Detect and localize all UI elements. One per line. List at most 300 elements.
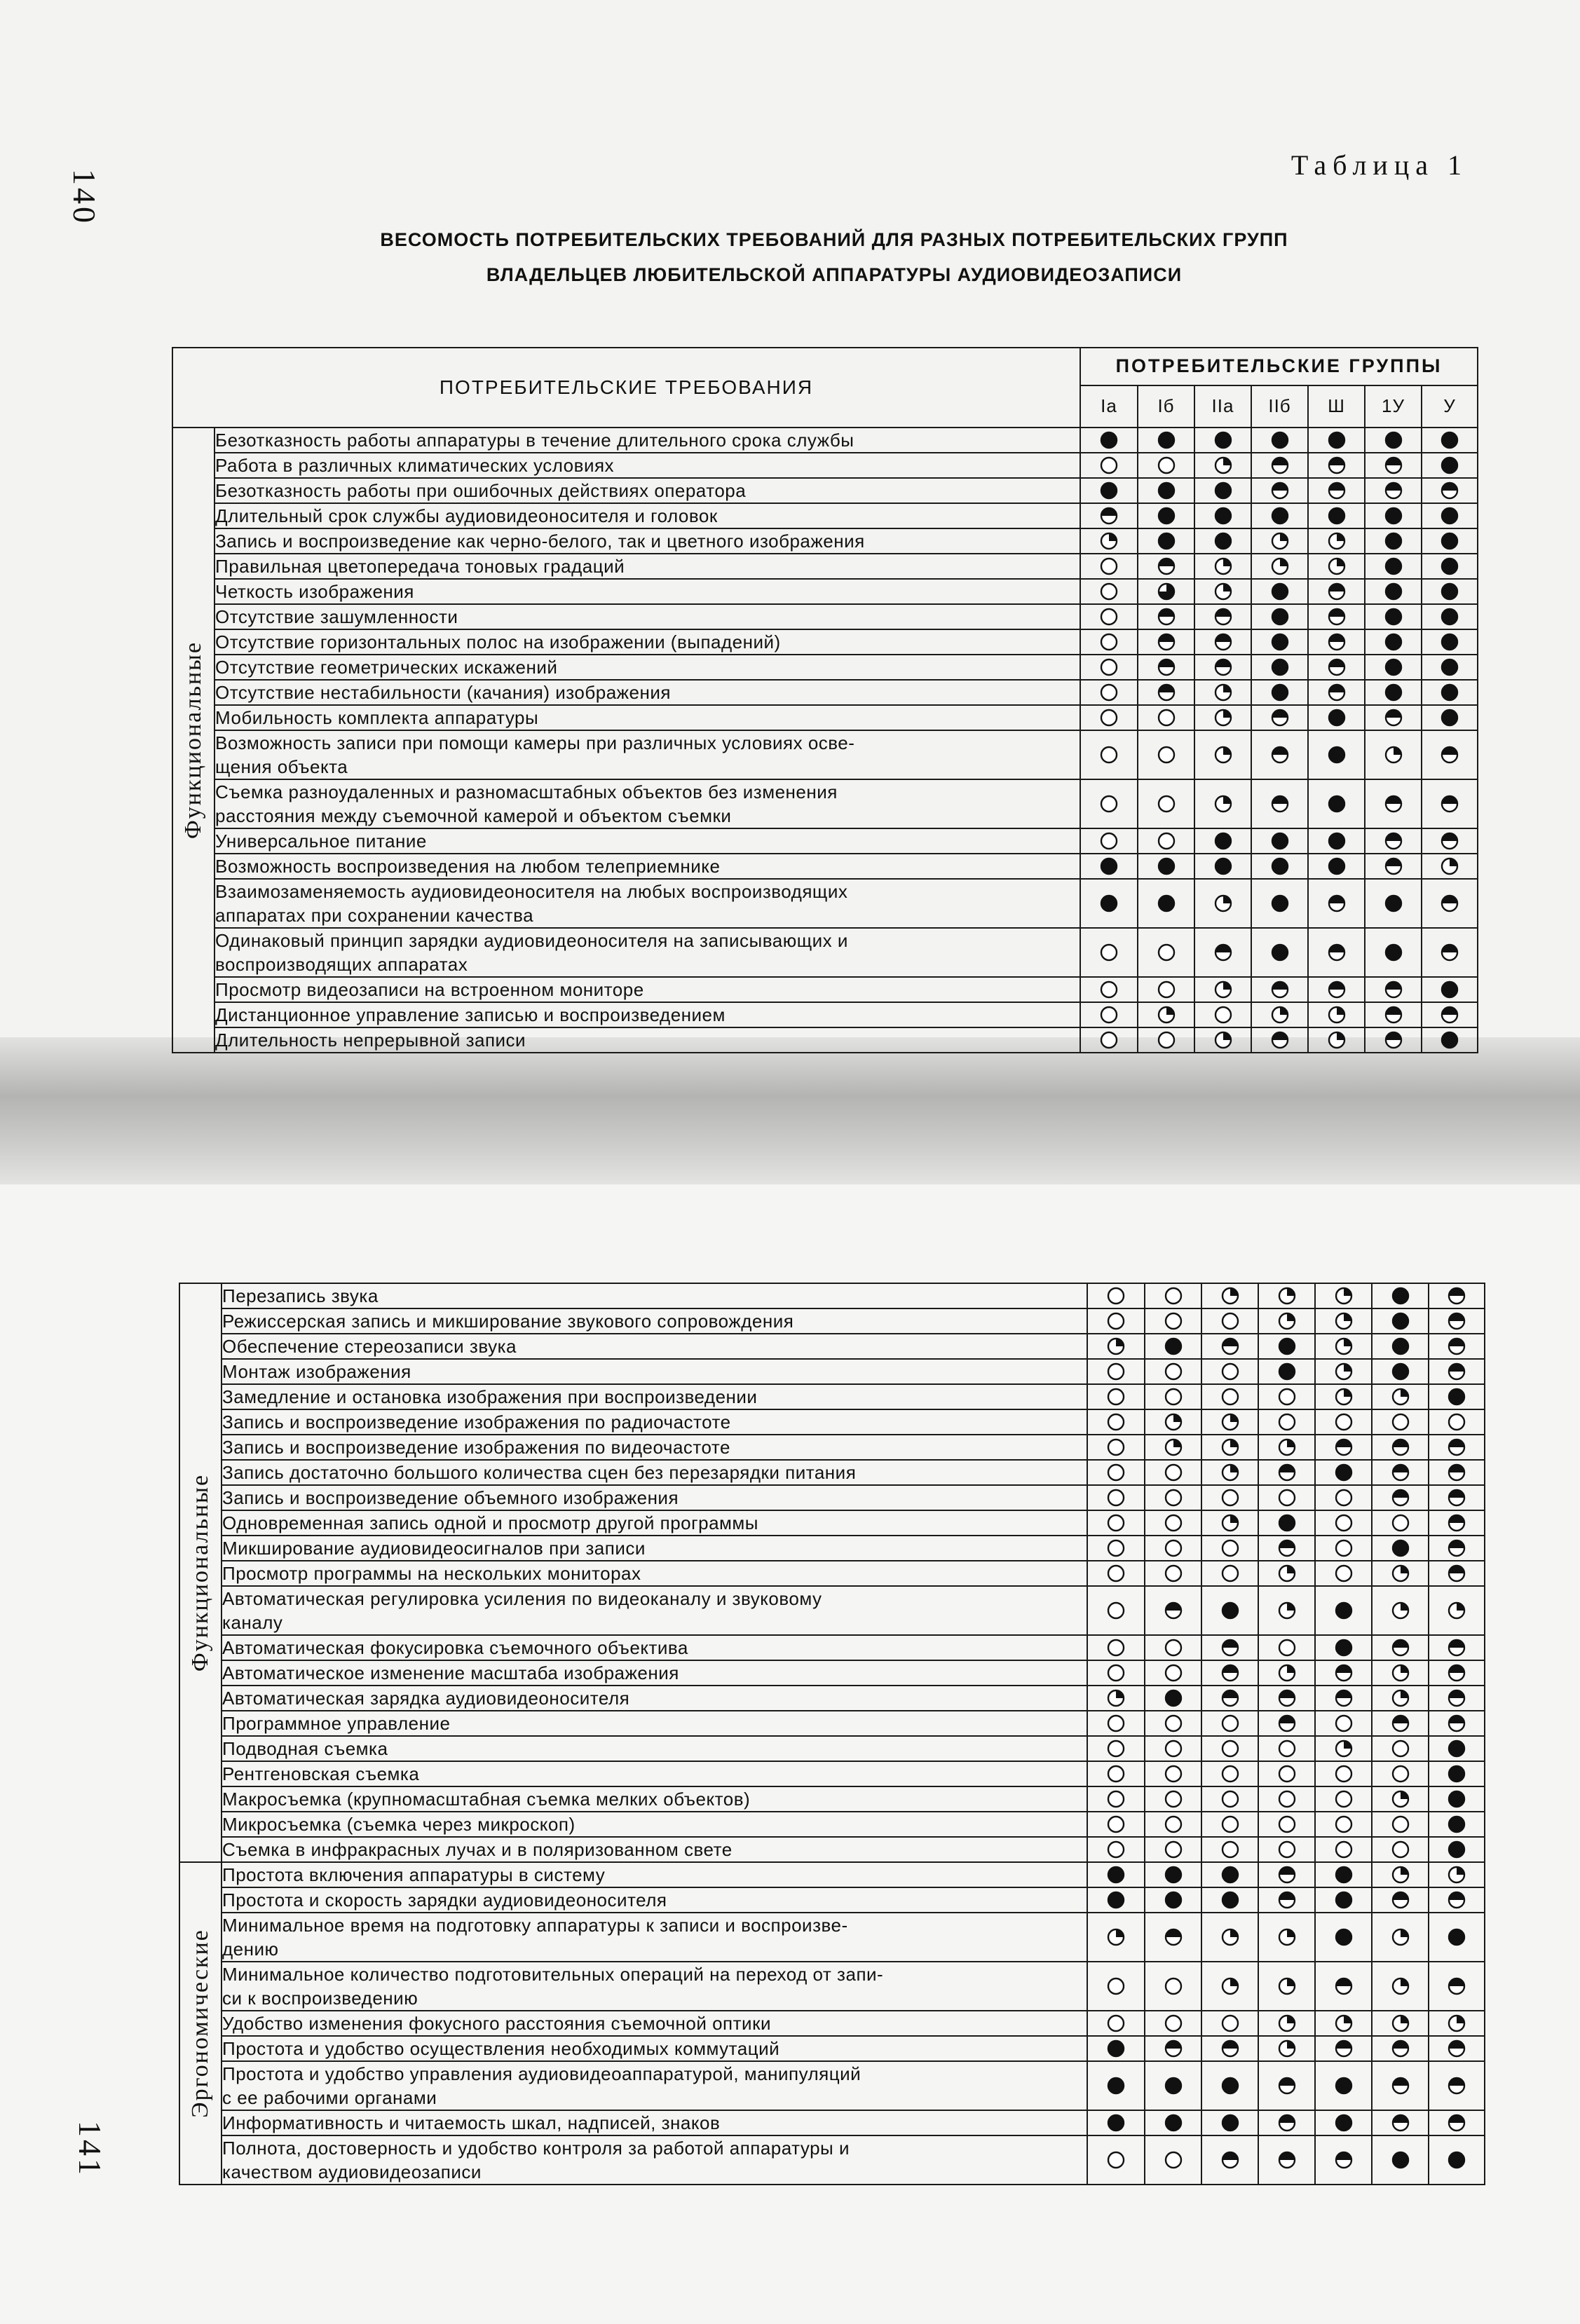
weight-mark-icon [1391,1286,1410,1306]
weight-mark-icon [1391,1337,1410,1356]
weight-mark-icon [1327,794,1347,814]
weight-mark-icon [1157,943,1176,962]
weight-cell [1258,1786,1315,1812]
table-row [179,1962,1485,2011]
weight-cell [1308,1002,1365,1027]
weight-mark-icon [1447,1840,1466,1859]
weight-cell [1201,1435,1258,1460]
weight-mark-icon [1270,856,1290,876]
table-row [179,1308,1485,1334]
weight-cell [1372,1359,1429,1384]
weight-mark-icon [1164,1362,1183,1381]
weight-mark-icon [1099,856,1119,876]
weight-cell [1315,2135,1372,2185]
weight-mark-icon [1106,1488,1126,1508]
weight-cell [1258,2110,1315,2135]
weight-cell [1087,1761,1145,1786]
requirement-line: Программное управление [222,1713,451,1734]
weight-mark-icon [1213,980,1233,999]
weight-mark-icon [1391,1927,1410,1947]
weight-cell [1251,705,1308,730]
requirement-text [214,554,1080,579]
weight-cell [1201,2036,1258,2061]
weight-mark-icon [1099,1030,1119,1050]
weight-mark-icon [1213,456,1233,475]
weight-cell [1365,428,1422,453]
weight-mark-icon [1391,1564,1410,1583]
weight-cell [1315,1686,1372,1711]
weight-cell [1087,1786,1145,1812]
weight-mark-icon [1447,1890,1466,1910]
weight-cell [1201,1962,1258,2011]
weight-cell [1315,1561,1372,1586]
weight-cell [1422,579,1478,604]
weight-cell [1429,1635,1485,1660]
table-row [179,1660,1485,1686]
weight-mark-icon [1213,556,1233,576]
table-row [172,828,1478,854]
weight-mark-icon [1213,708,1233,727]
weight-mark-icon [1384,657,1403,677]
header-groups: ПОТРЕБИТЕЛЬСКИЕ ГРУППЫ [1080,348,1478,385]
weight-mark-icon [1106,1638,1126,1657]
requirement-line: качеством аудиовидеозаписи [222,2161,482,2182]
weight-mark-icon [1099,745,1119,765]
weight-mark-icon [1157,745,1176,765]
weight-mark-icon [1384,456,1403,475]
weight-mark-icon [1327,607,1347,627]
weight-mark-icon [1440,607,1459,627]
requirement-line: Универсальное питание [215,831,427,852]
requirement-text [222,1962,1087,2011]
weight-mark-icon [1106,1789,1126,1809]
weight-mark-icon [1106,1513,1126,1533]
weight-cell [1308,977,1365,1002]
weight-cell [1372,1887,1429,1913]
weight-mark-icon [1384,708,1403,727]
weight-mark-icon [1384,556,1403,576]
weight-mark-icon [1164,1927,1183,1947]
weight-mark-icon [1391,1638,1410,1657]
requirement-text [222,1384,1087,1409]
weight-mark-icon [1164,1764,1183,1784]
requirement-text [222,1561,1087,1586]
weight-cell [1201,1561,1258,1586]
weight-mark-icon [1334,2150,1354,2170]
weight-cell [1372,1510,1429,1536]
weight-cell [1138,977,1194,1002]
weight-mark-icon [1099,556,1119,576]
weight-mark-icon [1277,1927,1297,1947]
weight-cell [1315,1862,1372,1887]
weight-mark-icon [1164,1286,1183,1306]
weight-cell [1429,1837,1485,1862]
table-row [179,1887,1485,1913]
requirement-text [222,1409,1087,1435]
weight-cell [1429,2110,1485,2135]
weight-mark-icon [1334,1663,1354,1683]
weight-cell [1365,554,1422,579]
weight-cell [1201,1736,1258,1761]
weight-mark-icon [1106,1739,1126,1758]
weight-cell [1258,1736,1315,1761]
weight-mark-icon [1277,2113,1297,2133]
weight-cell [1251,604,1308,629]
weight-mark-icon [1334,1976,1354,1996]
weight-mark-icon [1164,1463,1183,1482]
weight-cell [1372,2110,1429,2135]
requirement-text [214,503,1080,528]
weight-cell [1201,1761,1258,1786]
weight-mark-icon [1213,632,1233,652]
weight-cell [1422,828,1478,854]
weight-mark-icon [1447,2039,1466,2058]
weight-mark-icon [1334,1638,1354,1657]
weight-mark-icon [1391,1387,1410,1407]
weight-cell [1308,503,1365,528]
weight-mark-icon [1270,556,1290,576]
weight-mark-icon [1391,1976,1410,1996]
weight-cell [1258,1384,1315,1409]
weight-mark-icon [1334,1311,1354,1331]
weight-mark-icon [1334,1463,1354,1482]
requirement-line: си к воспроизведению [222,1988,418,2009]
table-row [179,1761,1485,1786]
weight-cell [1138,705,1194,730]
weight-cell [1315,2110,1372,2135]
weight-cell [1138,503,1194,528]
table-row [179,1812,1485,1837]
weight-cell [1087,1586,1145,1635]
weight-mark-icon [1220,1286,1240,1306]
weight-cell [1080,478,1138,503]
table-row [172,879,1478,928]
weight-mark-icon [1106,1311,1126,1331]
weight-cell [1145,1913,1201,1962]
weight-mark-icon [1157,980,1176,999]
requirement-text [222,1913,1087,1962]
table-label: Таблица 1 [1290,149,1468,181]
weight-mark-icon [1157,683,1176,702]
weight-mark-icon [1334,1764,1354,1784]
weight-mark-icon [1099,657,1119,677]
table-row [172,604,1478,629]
weight-mark-icon [1277,2039,1297,2058]
weight-mark-icon [1164,1976,1183,1996]
weight-cell [1365,1027,1422,1053]
weight-mark-icon [1277,1764,1297,1784]
weight-mark-icon [1327,943,1347,962]
weight-mark-icon [1164,1638,1183,1657]
weight-mark-icon [1440,430,1459,450]
weight-cell [1087,1837,1145,1862]
weight-cell [1194,730,1251,779]
weight-mark-icon [1277,1538,1297,1558]
weight-mark-icon [1334,1362,1354,1381]
group-label-cell [179,1862,222,2185]
weight-cell [1145,1334,1201,1359]
table-row [179,2036,1485,2061]
weight-mark-icon [1447,2113,1466,2133]
weight-mark-icon [1213,1005,1233,1025]
weight-mark-icon [1157,894,1176,913]
weight-mark-icon [1099,894,1119,913]
weight-mark-icon [1447,2150,1466,2170]
weight-mark-icon [1220,1564,1240,1583]
weight-cell [1194,629,1251,655]
weight-mark-icon [1106,1337,1126,1356]
weight-mark-icon [1391,1688,1410,1708]
weight-cell [1258,1334,1315,1359]
weight-cell [1258,2061,1315,2110]
weight-mark-icon [1106,1840,1126,1859]
weight-mark-icon [1213,607,1233,627]
weight-cell [1087,1812,1145,1837]
weight-cell [1138,478,1194,503]
weight-mark-icon [1157,1030,1176,1050]
weight-mark-icon [1277,1337,1297,1356]
weight-mark-icon [1157,632,1176,652]
weight-mark-icon [1106,1601,1126,1620]
weight-cell [1258,1409,1315,1435]
weight-cell [1422,705,1478,730]
weight-cell [1194,503,1251,528]
weight-mark-icon [1334,1714,1354,1733]
weight-mark-icon [1391,1789,1410,1809]
table-row [172,730,1478,779]
weight-cell [1201,1359,1258,1384]
requirement-line: Четкость изображения [215,581,414,602]
table-row [179,1586,1485,1635]
weight-cell [1372,1409,1429,1435]
weight-mark-icon [1157,794,1176,814]
weight-cell [1429,1761,1485,1786]
weight-mark-icon [1213,481,1233,500]
requirement-line: Отсутствие геометрических искажений [215,657,558,678]
weight-mark-icon [1384,980,1403,999]
header-column-label: IIб [1251,385,1308,428]
weight-mark-icon [1447,1927,1466,1947]
requirement-line: Информативность и читаемость шкал, надписей, знаков [222,2112,721,2133]
weight-cell [1372,1485,1429,1510]
weight-mark-icon [1334,1286,1354,1306]
requirement-text [214,779,1080,828]
weight-cell [1372,1913,1429,1962]
requirement-line: Автоматическая фокусировка съемочного объектива [222,1637,688,1658]
weight-mark-icon [1220,1601,1240,1620]
weight-cell [1308,854,1365,879]
weight-cell [1145,1660,1201,1686]
requirement-line: щения объекта [215,756,348,777]
weight-mark-icon [1157,657,1176,677]
weight-cell [1315,1837,1372,1862]
requirement-line: Микросъемка (съемка через микроскоп) [222,1814,576,1835]
table-row [179,2110,1485,2135]
weight-cell [1258,1862,1315,1887]
weight-cell [1251,554,1308,579]
weight-mark-icon [1220,1337,1240,1356]
weight-mark-icon [1327,980,1347,999]
table-row [172,428,1478,453]
weight-cell [1080,828,1138,854]
weight-cell [1429,1736,1485,1761]
weight-mark-icon [1099,943,1119,962]
weight-cell [1080,528,1138,554]
weight-mark-icon [1440,582,1459,601]
weight-cell [1138,655,1194,680]
weight-mark-icon [1220,1513,1240,1533]
weight-cell [1429,1812,1485,1837]
weight-cell [1258,1308,1315,1334]
weight-mark-icon [1447,1865,1466,1885]
weight-mark-icon [1277,1840,1297,1859]
weight-cell [1201,1913,1258,1962]
weight-mark-icon [1213,943,1233,962]
weight-cell [1258,1913,1315,1962]
weight-cell [1145,1635,1201,1660]
group-label-cell [179,1283,222,1862]
requirement-line: Просмотр программы на нескольких мониторах [222,1563,641,1584]
weight-cell [1194,655,1251,680]
weight-cell [1145,1384,1201,1409]
requirement-line: Возможность записи при помощи камеры при различных условиях осве- [215,732,855,753]
weight-cell [1372,1962,1429,2011]
weight-mark-icon [1220,1739,1240,1758]
weight-mark-icon [1099,794,1119,814]
weight-mark-icon [1106,1814,1126,1834]
weight-cell [1372,1736,1429,1761]
weight-mark-icon [1440,531,1459,551]
weight-mark-icon [1164,1739,1183,1758]
weight-cell [1201,1887,1258,1913]
group-label: Эргономические [187,1929,213,2118]
weight-cell [1251,977,1308,1002]
weight-mark-icon [1270,708,1290,727]
weight-cell [1315,1460,1372,1485]
requirement-text [222,1812,1087,1837]
weight-cell [1138,453,1194,478]
weight-cell [1201,2135,1258,2185]
weight-cell [1194,579,1251,604]
weight-cell [1315,2061,1372,2110]
weight-cell [1365,655,1422,680]
weight-mark-icon [1327,745,1347,765]
requirement-text [222,1536,1087,1561]
weight-mark-icon [1277,1739,1297,1758]
weight-cell [1251,828,1308,854]
weight-mark-icon [1157,506,1176,526]
weight-cell [1365,779,1422,828]
weight-mark-icon [1327,506,1347,526]
requirement-text [222,2110,1087,2135]
table-row [172,977,1478,1002]
weight-cell [1145,1761,1201,1786]
weight-cell [1422,554,1478,579]
weight-mark-icon [1106,1437,1126,1457]
weight-mark-icon [1391,1714,1410,1733]
header-requirements: ПОТРЕБИТЕЛЬСКИЕ ТРЕБОВАНИЯ [172,348,1080,428]
weight-cell [1315,2011,1372,2036]
requirement-line: Дистанционное управление записью и воспроизведением [215,1004,726,1025]
weight-cell [1087,2011,1145,2036]
weight-cell [1201,1334,1258,1359]
weight-cell [1308,779,1365,828]
weight-cell [1258,1660,1315,1686]
weight-cell [1145,2036,1201,2061]
weight-mark-icon [1277,1564,1297,1583]
weight-mark-icon [1270,582,1290,601]
weight-cell [1258,1561,1315,1586]
weight-mark-icon [1334,2113,1354,2133]
weight-mark-icon [1391,1412,1410,1432]
weight-cell [1138,854,1194,879]
weight-mark-icon [1447,1764,1466,1784]
weight-cell [1201,1812,1258,1837]
weight-cell [1365,453,1422,478]
weight-mark-icon [1157,856,1176,876]
weight-cell [1251,854,1308,879]
weight-cell [1080,854,1138,879]
weight-mark-icon [1447,1638,1466,1657]
weight-cell [1308,453,1365,478]
weight-mark-icon [1327,481,1347,500]
weight-cell [1258,1435,1315,1460]
weight-cell [1138,928,1194,977]
weight-mark-icon [1447,2076,1466,2096]
table-row [179,1862,1485,1887]
weight-mark-icon [1099,481,1119,500]
weight-mark-icon [1270,1030,1290,1050]
weight-cell [1429,2036,1485,2061]
weight-cell [1194,554,1251,579]
weight-mark-icon [1213,531,1233,551]
weight-cell [1258,1283,1315,1308]
weight-mark-icon [1157,607,1176,627]
weight-cell [1080,1027,1138,1053]
weight-cell [1087,1384,1145,1409]
weight-cell [1087,1635,1145,1660]
group-label: Функциональные [180,641,206,840]
weight-mark-icon [1099,607,1119,627]
requirement-text [214,478,1080,503]
weight-cell [1422,730,1478,779]
weight-mark-icon [1391,1463,1410,1482]
weight-cell [1194,779,1251,828]
weight-mark-icon [1334,1601,1354,1620]
table-row [179,1786,1485,1812]
weight-mark-icon [1277,1789,1297,1809]
weight-mark-icon [1440,708,1459,727]
weight-cell [1087,1736,1145,1761]
weight-mark-icon [1384,1030,1403,1050]
requirement-line: Рентгеновская съемка [222,1763,420,1784]
weight-cell [1372,1862,1429,1887]
weight-cell [1087,1435,1145,1460]
weight-mark-icon [1220,1789,1240,1809]
weight-mark-icon [1106,2014,1126,2033]
weight-mark-icon [1447,1663,1466,1683]
weight-cell [1429,1510,1485,1536]
weight-mark-icon [1277,1412,1297,1432]
weight-cell [1365,528,1422,554]
weight-cell [1145,1887,1201,1913]
requirement-text [222,1887,1087,1913]
weight-mark-icon [1164,1601,1183,1620]
weight-cell [1422,1002,1478,1027]
weight-cell [1251,779,1308,828]
weight-cell [1251,579,1308,604]
weight-mark-icon [1164,2076,1183,2096]
